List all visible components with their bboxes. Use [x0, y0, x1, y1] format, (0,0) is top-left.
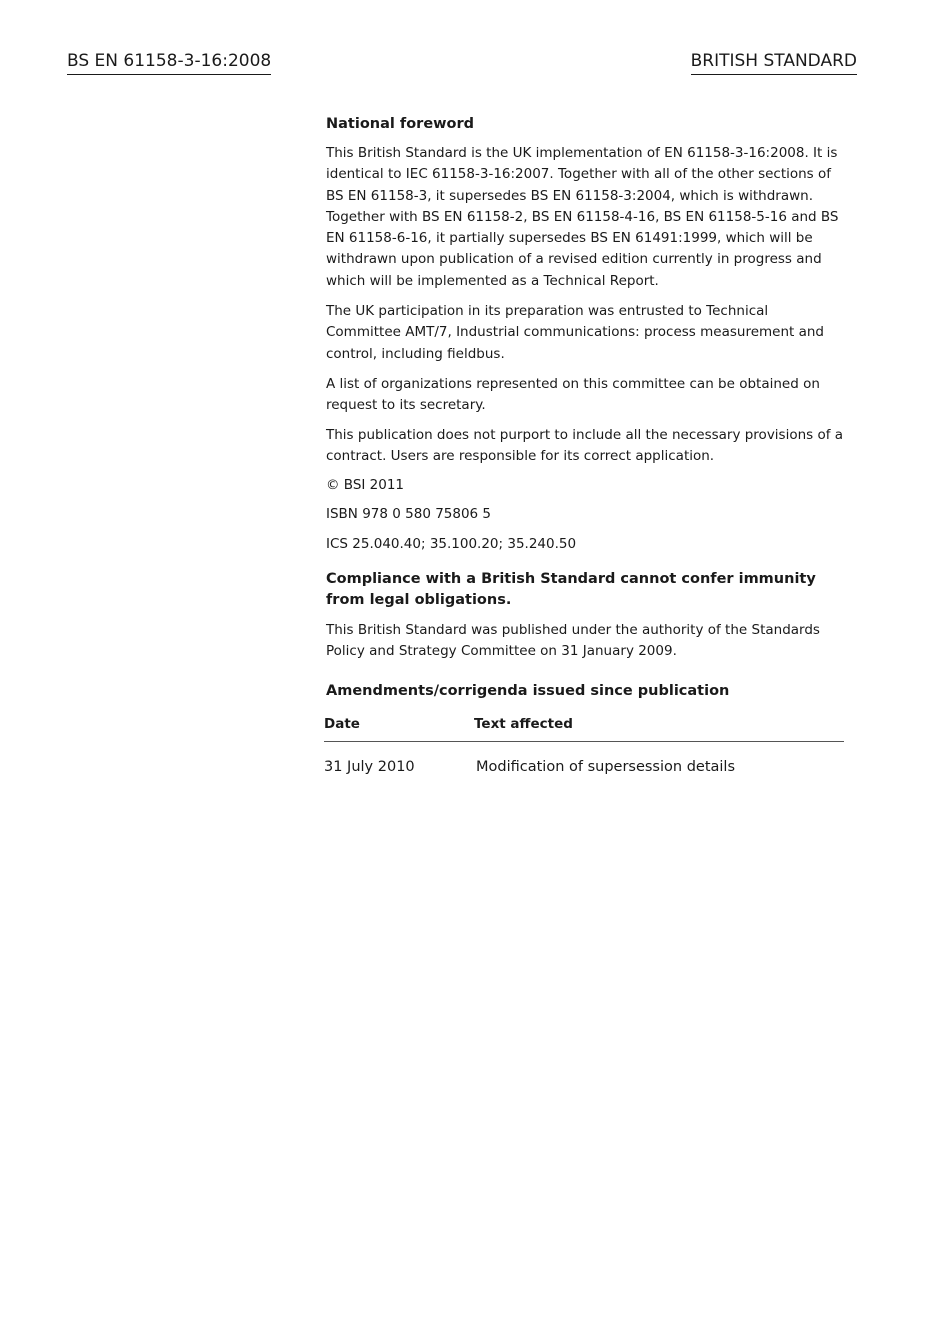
- foreword-paragraph-organizations: A list of organizations represented on this committee can be obtained on request to its secretary.: [326, 375, 820, 414]
- foreword-paragraph-implementation: This British Standard is the UK implementation of EN 61158-3-16:2008. It is identical to IEC 61158-3-16:2007. Together with all of the other sections of BS EN 61158-3, it supersedes BS EN 61158-3:2004, which is withdrawn. Together with BS EN 61158-2, BS EN 61158-4-16, BS EN 61158-5-16 and BS EN 61158-6-16, it partially supersedes BS EN 61491:1999, which will be withdrawn upon publication of a revised edition currently in progress and which will be implemented as a Technical Report.: [326, 145, 839, 289]
- foreword-paragraph-committee: The UK participation in its preparation was entrusted to Technical Committee AMT/7, Industrial communications: process measurement and control, including fieldbus.: [326, 303, 824, 362]
- isbn-number: ISBN 978 0 580 75806 5: [326, 506, 492, 523]
- amendments-table: [324, 714, 844, 777]
- table-row: [324, 742, 844, 777]
- ics-codes: ICS 25.040.40; 35.100.20; 35.240.50: [326, 535, 577, 552]
- compliance-heading: Compliance with a British Standard cannot confer immunity from legal obligations.: [326, 571, 816, 609]
- amendments-table-header: [324, 714, 844, 742]
- foreword-title: National foreword: [326, 116, 475, 132]
- header-document-number: BS EN 61158-3-16:2008: [67, 50, 271, 75]
- amendment-date: 31 July 2010: [324, 758, 415, 775]
- amendments-heading: Amendments/corrigenda issued since publication: [326, 682, 730, 699]
- national-foreword-section: [326, 114, 846, 777]
- copyright-notice: © BSI 2011: [326, 477, 405, 494]
- column-header-date: Date: [324, 715, 360, 732]
- amendment-text-affected: Modification of supersession details: [476, 758, 735, 775]
- foreword-paragraph-provisions: This publication does not purport to include all the necessary provisions of a contract. Users are responsible for its correct application.: [326, 426, 844, 464]
- column-header-text-affected: Text affected: [474, 715, 573, 732]
- publication-authority: This British Standard was published under the authority of the Standards Policy and Strategy Committee on 31 January 2009.: [326, 622, 820, 660]
- header-standard-label: BRITISH STANDARD: [691, 50, 857, 75]
